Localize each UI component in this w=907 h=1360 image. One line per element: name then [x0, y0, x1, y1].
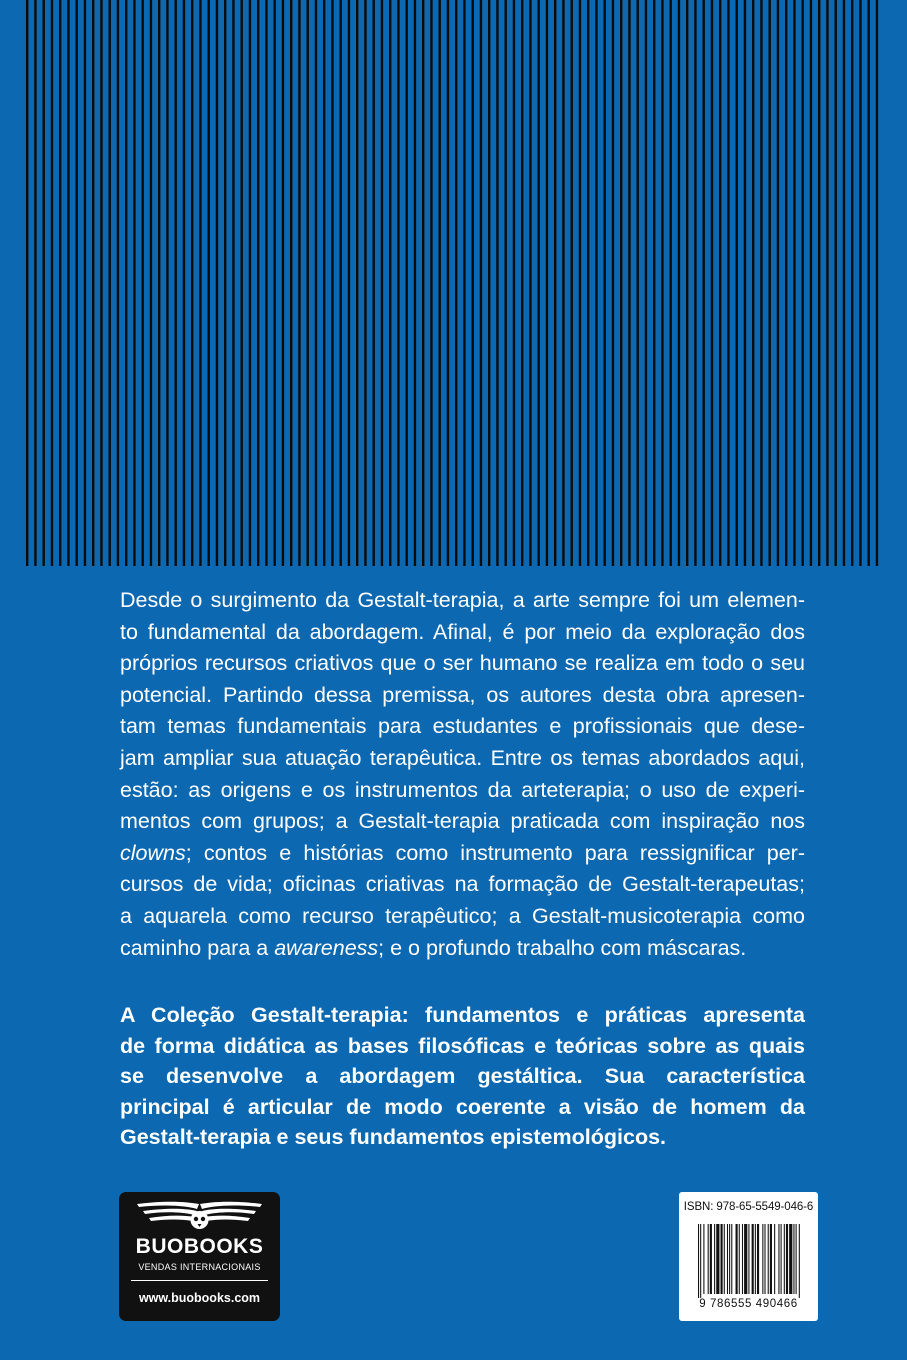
- stripe: [818, 0, 820, 566]
- colecao-line: [120, 1092, 805, 1123]
- barcode-bar: [703, 1224, 704, 1294]
- stripe: [389, 0, 391, 566]
- blurb-line: [120, 743, 805, 775]
- stripe: [835, 0, 837, 566]
- stripe: [859, 0, 861, 566]
- stripe: [604, 0, 606, 566]
- stripe: [265, 0, 267, 566]
- stripe: [455, 0, 457, 566]
- blurb-paragraph: [120, 585, 805, 964]
- stripe: [175, 0, 177, 566]
- barcode-bar: [781, 1224, 782, 1294]
- stripe: [406, 0, 408, 566]
- stripe: [290, 0, 292, 566]
- stripe: [282, 0, 284, 566]
- stripe: [736, 0, 738, 566]
- stripe: [216, 0, 218, 566]
- blurb-line: [120, 806, 805, 838]
- stripe: [224, 0, 226, 566]
- barcode-bar: [731, 1224, 732, 1294]
- stripe: [868, 0, 870, 566]
- text-fragment: tam temas fundamentais para estudantes e profissionais que dese-: [120, 714, 805, 739]
- colecao-line: [120, 1122, 805, 1153]
- stripe: [331, 0, 333, 566]
- logo-divider: [131, 1280, 268, 1281]
- stripe: [249, 0, 251, 566]
- stripe: [620, 0, 622, 566]
- text-fragment: A Coleção Gestalt-terapia: fundamentos e práticas apresenta: [120, 1003, 805, 1027]
- stripe: [480, 0, 482, 566]
- stripe: [703, 0, 705, 566]
- text-fragment: estão: as origens e os instrumentos da arteterapia; o uso de experi-: [120, 777, 805, 802]
- stripe: [125, 0, 127, 566]
- stripe: [562, 0, 564, 566]
- stripe: [142, 0, 144, 566]
- stripe: [661, 0, 663, 566]
- stripe: [191, 0, 193, 566]
- barcode-bar: [784, 1224, 785, 1294]
- stripe: [752, 0, 754, 566]
- barcode-bar: [762, 1224, 763, 1294]
- blurb-line: [120, 869, 805, 901]
- blurb-line: [120, 648, 805, 680]
- stripe: [678, 0, 680, 566]
- text-fragment: caminho para a: [120, 935, 275, 960]
- barcode-bar: [729, 1224, 730, 1294]
- stripe: [686, 0, 688, 566]
- stripe: [472, 0, 474, 566]
- stripe: [92, 0, 94, 566]
- barcode-bar: [789, 1224, 792, 1294]
- blurb-line: [120, 775, 805, 807]
- stripe: [793, 0, 795, 566]
- stripe: [158, 0, 160, 566]
- text-fragment: a aquarela como recurso terapêutico; a Gestalt-musicoterapia como: [120, 903, 805, 928]
- stripe: [323, 0, 325, 566]
- text-fragment: to fundamental da abordagem. Afinal, é por meio da exploração dos: [120, 619, 805, 644]
- stripe: [579, 0, 581, 566]
- barcode-bar: [724, 1224, 725, 1294]
- stripe: [59, 0, 61, 566]
- stripe: [711, 0, 713, 566]
- blurb-line: [120, 711, 805, 743]
- stripe: [529, 0, 531, 566]
- barcode-digits: 9 786555 490466: [699, 1298, 798, 1310]
- publisher-name: BUOBOOKS: [135, 1235, 264, 1258]
- stripe: [67, 0, 69, 566]
- collection-paragraph: [120, 1000, 805, 1153]
- stripe: [274, 0, 276, 566]
- text-fragment: Gestalt-terapia e seus fundamentos epistemológicos.: [120, 1125, 667, 1150]
- stripe: [109, 0, 111, 566]
- stripe: [587, 0, 589, 566]
- barcode-bar: [727, 1224, 728, 1294]
- barcode-bar: [757, 1224, 759, 1294]
- stripe: [381, 0, 383, 566]
- stripe: [694, 0, 696, 566]
- decorative-stripes: [26, 0, 884, 566]
- text-fragment: ; e o profundo trabalho com máscaras.: [378, 935, 747, 960]
- stripe: [208, 0, 210, 566]
- barcode-bar: [755, 1224, 756, 1294]
- barcode-bar: [739, 1224, 740, 1294]
- stripe: [488, 0, 490, 566]
- stripe: [670, 0, 672, 566]
- barcode-bar: [764, 1224, 765, 1294]
- text-fragment: awareness: [274, 935, 379, 960]
- colecao-line: [120, 1061, 805, 1092]
- stripe: [612, 0, 614, 566]
- stripe: [513, 0, 515, 566]
- stripe: [43, 0, 45, 566]
- stripe: [538, 0, 540, 566]
- stripe: [826, 0, 828, 566]
- stripe: [810, 0, 812, 566]
- stripe: [34, 0, 36, 566]
- stripe: [414, 0, 416, 566]
- stripe: [785, 0, 787, 566]
- stripe: [571, 0, 573, 566]
- stripe: [84, 0, 86, 566]
- colecao-line: [120, 1000, 805, 1031]
- blurb-line: [120, 901, 805, 933]
- barcode: [698, 1224, 802, 1298]
- stripe: [241, 0, 243, 566]
- barcode-bar: [793, 1224, 794, 1294]
- blurb-line: [120, 838, 805, 870]
- barcode-bar: [710, 1224, 712, 1294]
- barcode-bar: [799, 1224, 800, 1298]
- stripe: [554, 0, 556, 566]
- barcode-bar: [714, 1224, 715, 1294]
- stripe: [117, 0, 119, 566]
- publisher-subtitle: VENDAS INTERNACIONAIS: [138, 1262, 261, 1272]
- barcode-bar: [778, 1224, 779, 1294]
- text-fragment: mentos com grupos; a Gestalt-terapia praticada com inspiração nos: [120, 809, 805, 834]
- stripe: [769, 0, 771, 566]
- barcode-bar: [748, 1224, 749, 1294]
- barcode-bar: [716, 1224, 719, 1294]
- barcode-bar: [768, 1224, 769, 1294]
- stripe: [496, 0, 498, 566]
- text-fragment: próprios recursos criativos que o ser humano se realiza em todo o seu: [120, 651, 805, 676]
- stripe: [257, 0, 259, 566]
- stripe: [637, 0, 639, 566]
- stripe: [447, 0, 449, 566]
- stripe: [373, 0, 375, 566]
- barcode-bar: [774, 1224, 775, 1294]
- text-fragment: principal é articular de modo coerente a visão de homem da: [120, 1094, 805, 1119]
- stripe: [166, 0, 168, 566]
- stripe: [727, 0, 729, 566]
- stripe: [100, 0, 102, 566]
- stripe: [463, 0, 465, 566]
- stripe: [199, 0, 201, 566]
- publisher-logo: [119, 1192, 280, 1321]
- stripe: [653, 0, 655, 566]
- barcode-bar: [708, 1224, 709, 1294]
- stripe: [628, 0, 630, 566]
- stripe: [397, 0, 399, 566]
- isbn-barcode-box: [679, 1192, 818, 1321]
- stripe: [150, 0, 152, 566]
- text-fragment: de forma didática as bases filosóficas e teóricas sobre as quais: [120, 1033, 805, 1058]
- barcode-bar: [796, 1224, 797, 1294]
- stripe: [505, 0, 507, 566]
- text-fragment: Desde o surgimento da Gestalt-terapia, a arte sempre foi um elemen-: [120, 588, 805, 612]
- text-fragment: potencial. Partindo dessa premissa, os autores desta obra apresen-: [120, 682, 805, 707]
- stripe: [430, 0, 432, 566]
- stripe: [422, 0, 424, 566]
- stripe: [546, 0, 548, 566]
- stripe: [595, 0, 597, 566]
- stripe: [26, 0, 28, 566]
- stripe: [348, 0, 350, 566]
- stripe: [645, 0, 647, 566]
- stripe: [76, 0, 78, 566]
- barcode-bar: [752, 1224, 754, 1294]
- colecao-line: [120, 1031, 805, 1062]
- stripe: [298, 0, 300, 566]
- stripe: [307, 0, 309, 566]
- barcode-bar: [736, 1224, 738, 1294]
- stripe: [744, 0, 746, 566]
- barcode-bar: [742, 1224, 743, 1294]
- stripe: [340, 0, 342, 566]
- stripe: [777, 0, 779, 566]
- barcode-bar: [744, 1224, 747, 1294]
- stripe: [521, 0, 523, 566]
- isbn-label: ISBN: 978-65-5549-046-6: [683, 1201, 814, 1213]
- barcode-bar: [721, 1224, 723, 1294]
- publisher-url: www.buobooks.com: [138, 1291, 261, 1305]
- stripe: [760, 0, 762, 566]
- stripe: [133, 0, 135, 566]
- text-fragment: ; contos e histórias como instrumento para ressignificar per-: [185, 840, 805, 865]
- barcode-bar: [700, 1224, 701, 1298]
- blurb-line: [120, 617, 805, 649]
- stripe: [439, 0, 441, 566]
- stripe: [843, 0, 845, 566]
- barcode-bar: [698, 1224, 699, 1298]
- stripe: [356, 0, 358, 566]
- text-fragment: cursos de vida; oficinas criativas na formação de Gestalt-terapeutas;: [120, 872, 805, 897]
- text-fragment: clowns: [120, 840, 186, 865]
- stripe: [876, 0, 878, 566]
- stripe: [802, 0, 804, 566]
- stripe: [232, 0, 234, 566]
- text-fragment: jam ampliar sua atuação terapêutica. Entre os temas abordados aqui,: [120, 745, 805, 770]
- blurb-line: [120, 933, 805, 965]
- barcode-bar: [770, 1224, 772, 1294]
- stripe: [183, 0, 185, 566]
- stripe: [315, 0, 317, 566]
- blurb-line: [120, 680, 805, 712]
- barcode-bar: [786, 1224, 788, 1294]
- stripe: [851, 0, 853, 566]
- text-fragment: se desenvolve a abordagem gestáltica. Sua característica: [120, 1064, 805, 1089]
- blurb-line: [120, 585, 805, 617]
- stripe: [364, 0, 366, 566]
- stripe: [719, 0, 721, 566]
- stripe: [51, 0, 53, 566]
- owl-wings-icon: [127, 1198, 272, 1232]
